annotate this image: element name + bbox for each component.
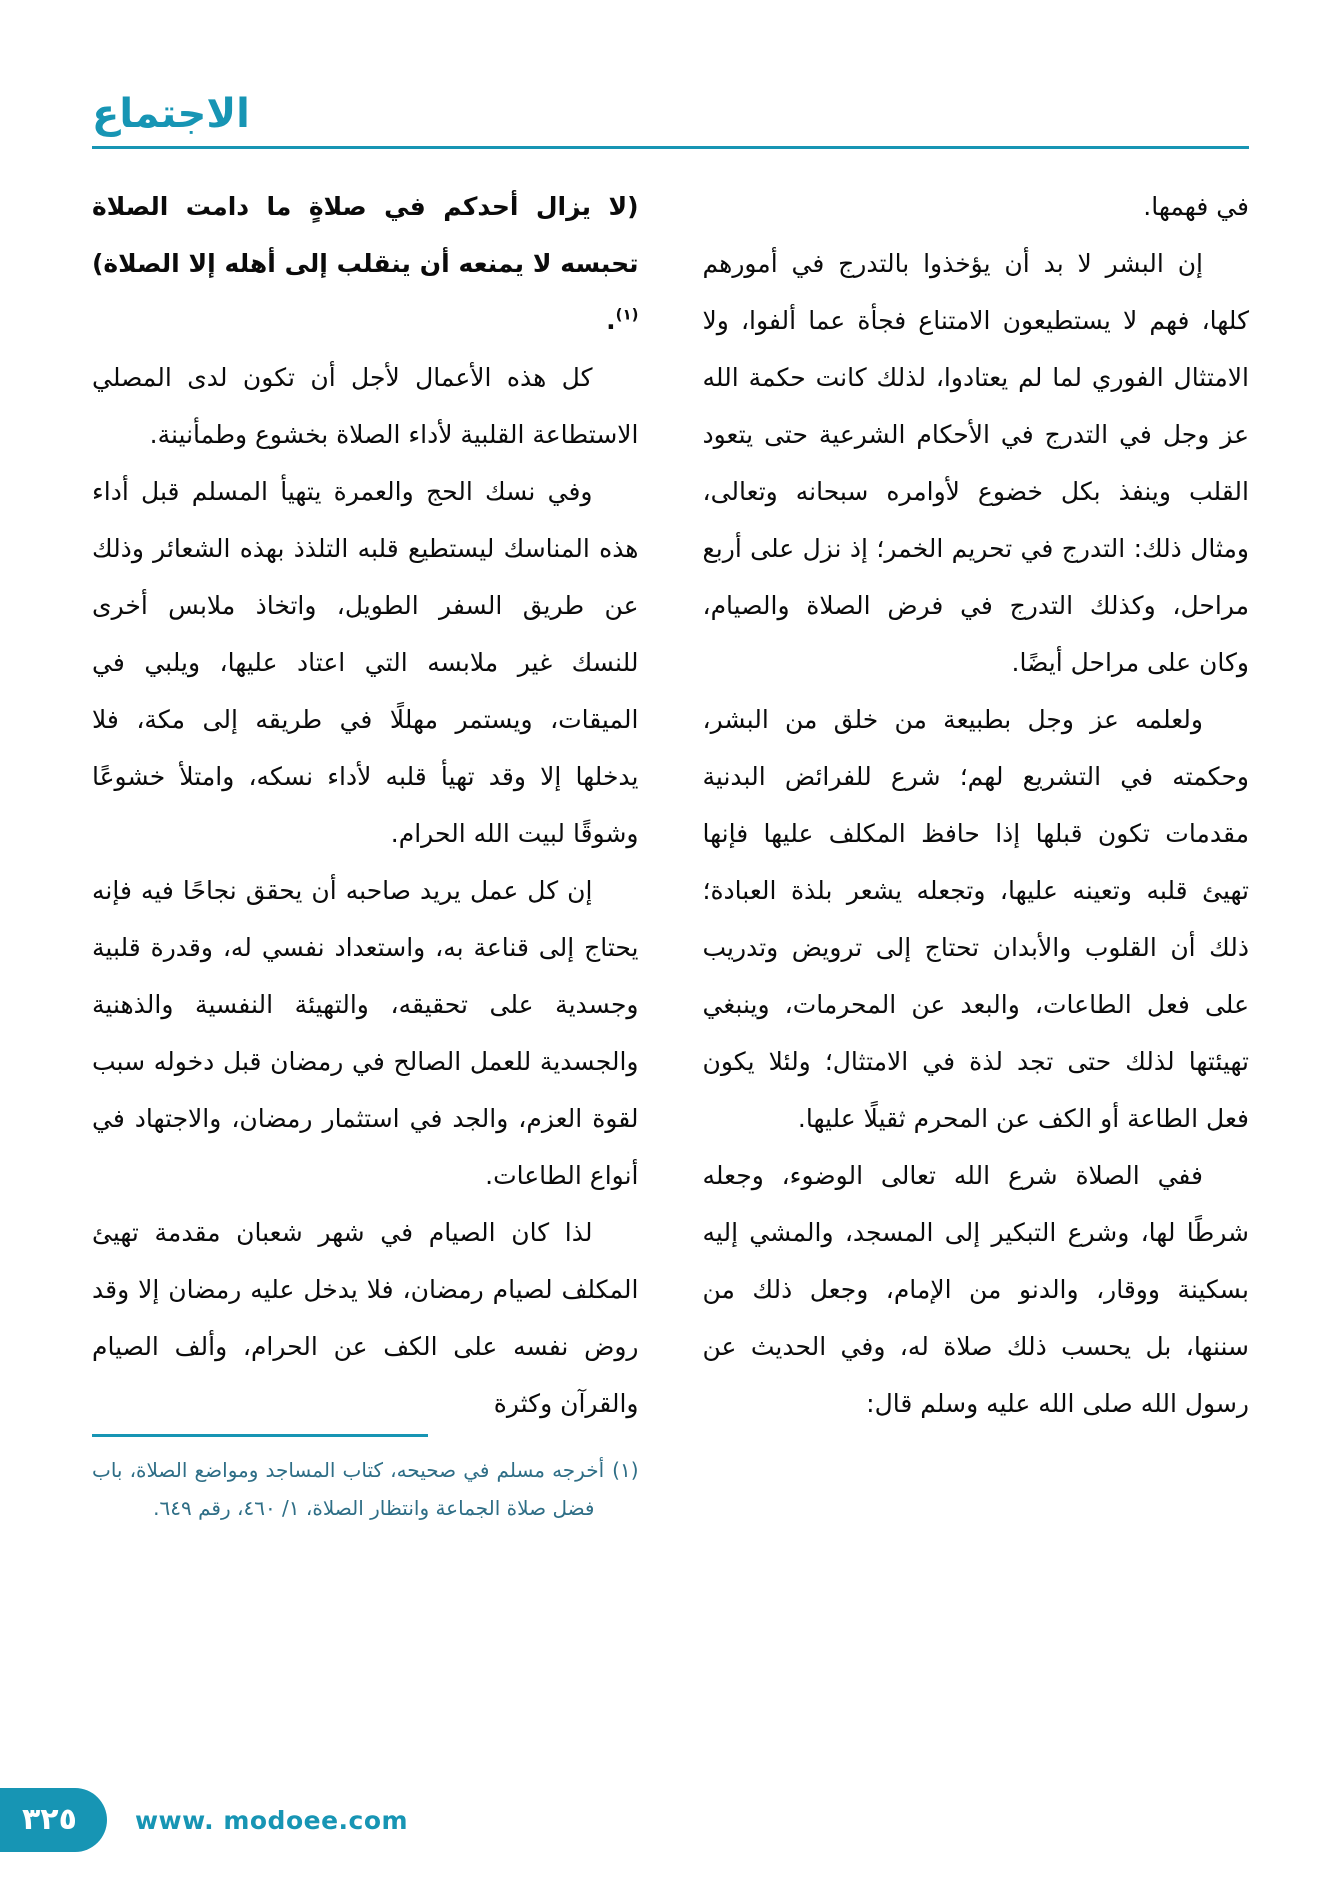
paragraph-left-4: لذا كان الصيام في شهر شعبان مقدمة تهيئ المكلف لصيام رمضان، فلا يدخل عليه رمضان إلا وقد روض نفسه على الكف عن الحرام، وألف الصيام والقرآن وكثرة (92, 1218, 639, 1418)
website-link[interactable]: www. modoee.com (134, 1805, 409, 1835)
paragraph-right-3: ففي الصلاة شرع الله تعالى الوضوء، وجعله شرطًا لها، وشرع التبكير إلى المسجد، والمشي إليه بسكينة ووقار، والدنو من الإمام، وجعل ذلك من سننها، بل يحسب ذلك صلاة له، وفي الحديث عن رسول الله صلى الله عليه وسلم قال: (702, 1161, 1249, 1418)
hadith-quote (92, 178, 639, 349)
footnote-reference: (١) (615, 305, 639, 324)
paragraph-left-2: وفي نسك الحج والعمرة يتهيأ المسلم قبل أداء هذه المناسك ليستطيع قلبه التلذذ بهذه الشعائر وذلك عن طريق السفر الطويل، واتخاذ ملابس أخرى للنسك غير ملابسه التي اعتاد عليها، ويلبي في الميقات، ويستمر مهللًا في طريقه إلى مكة، فلا يدخلها إلا وقد تهيأ قلبه لأداء نسكه، وامتلأ خشوعًا وشوقًا لبيت الله الحرام. (92, 477, 639, 848)
footnote-marker: (١) (612, 1458, 639, 1482)
paragraph-left-1: كل هذه الأعمال لأجل أن تكون لدى المصلي الاستطاعة القلبية لأداء الصلاة بخشوع وطمأنينة. (92, 363, 639, 449)
header-divider (92, 146, 1249, 149)
page-footer (0, 1788, 408, 1852)
column-left (92, 178, 639, 1527)
publisher-logo: الاجتماع (92, 91, 250, 137)
two-column-text (92, 178, 1249, 1527)
page-number-badge: ٣٢٥ (0, 1788, 107, 1852)
page-header (92, 92, 1249, 149)
paragraph-left-3: إن كل عمل يريد صاحبه أن يحقق نجاحًا فيه فإنه يحتاج إلى قناعة به، واستعداد نفسي له، وقدرة قلبية وجسدية على تحقيقه، والتهيئة النفسية والذهنية والجسدية للعمل الصالح في رمضان قبل دخوله سبب لقوة العزم، والجد في استثمار رمضان، والاجتهاد في أنواع الطاعات. (92, 876, 639, 1190)
hadith-period: . (606, 306, 616, 335)
footnote-text: أخرجه مسلم في صحيحه، كتاب المساجد ومواضع الصلاة، باب فضل صلاة الجماعة وانتظار الصلاة، ١/ ٤٦٠، رقم ٦٤٩. (92, 1458, 605, 1520)
paragraph-right-0: في فهمها. (1143, 192, 1249, 221)
footnote (92, 1451, 639, 1527)
hadith-text: (لا يزال أحدكم في صلاةٍ ما دامت الصلاة تحبسه لا يمنعه أن ينقلب إلى أهله إلا الصلاة) (92, 192, 639, 278)
column-right (703, 178, 1250, 1527)
paragraph-right-2: ولعلمه عز وجل بطبيعة من خلق من البشر، وحكمته في التشريع لهم؛ شرع للفرائض البدنية مقدمات تكون قبلها إذا حافظ المكلف عليها فإنها تهيئ قلبه وتعينه عليها، وتجعله يشعر بلذة العبادة؛ ذلك أن القلوب والأبدان تحتاج إلى ترويض وتدريب على فعل الطاعات، والبعد عن المحرمات، وينبغي تهيئتها لذلك حتى تجد لذة في الامتثال؛ ولئلا يكون فعل الطاعة أو الكف عن المحرم ثقيلًا عليها. (702, 705, 1249, 1133)
paragraph-right-1: إن البشر لا بد أن يؤخذوا بالتدرج في أمورهم كلها، فهم لا يستطيعون الامتناع فجأة عما ألفوا، ولا الامتثال الفوري لما لم يعتادوا، لذلك كانت حكمة الله عز وجل في التدرج في الأحكام الشرعية حتى يتعود القلب وينفذ بكل خضوع لأوامره سبحانه وتعالى، ومثال ذلك: التدرج في تحريم الخمر؛ إذ نزل على أربع مراحل، وكذلك التدرج في فرض الصلاة والصيام، وكان على مراحل أيضًا. (702, 249, 1249, 677)
footnote-separator (92, 1434, 428, 1437)
